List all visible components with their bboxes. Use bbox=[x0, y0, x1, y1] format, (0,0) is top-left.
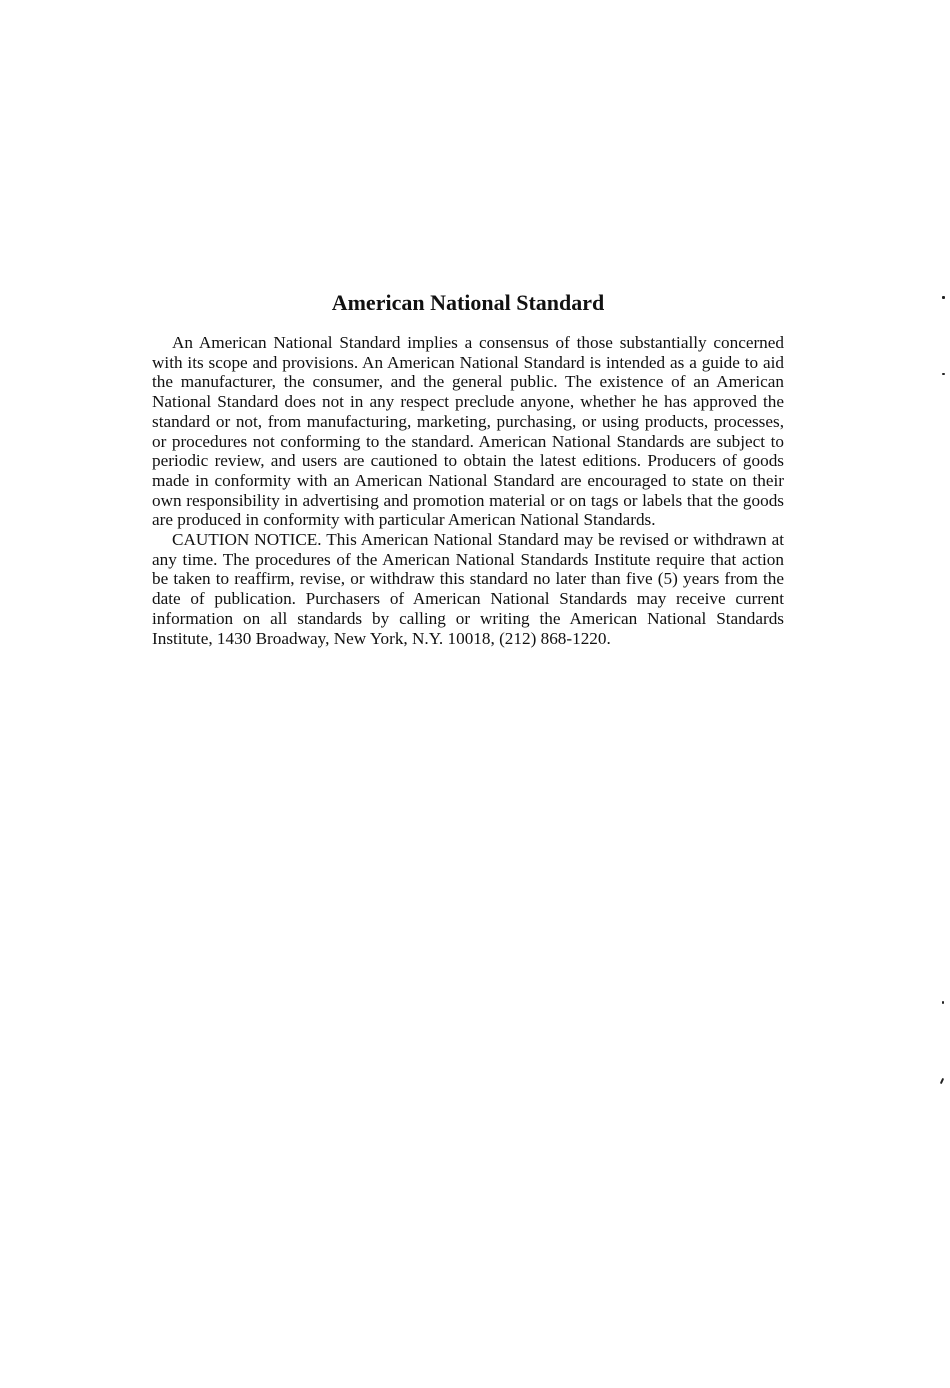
standard-description-paragraph: An American National Standard implies a consensus of those substantially concerned with its scope and provisions. An American National Standard is intended as a guide to aid the manufacturer, the consumer, and the general public. The existence of an American National Standard does not in any respect preclude anyone, whether he has approved the standard or not, from manufacturing, marketing, purchasing, or using products, processes, or procedures not conforming to the standard. American National Standards are subject to periodic review, and users are cautioned to obtain the latest editions. Producers of goods made in conformity with an American National Standard are encouraged to state on their own responsibility in advertising and promotion material or on tags or labels that the goods are produced in conformity with particular American National Standards. bbox=[152, 333, 784, 530]
scan-speck bbox=[942, 296, 945, 299]
page-title: American National Standard bbox=[331, 290, 605, 315]
scan-speck bbox=[940, 1078, 944, 1084]
caution-notice-paragraph: CAUTION NOTICE. This American National Standard may be revised or withdrawn at any time. The procedures of the American National Standards Institute require that action be taken to reaffirm, revise, or withdraw this standard no later than five (5) years from the date of publication. Purchasers of American National Standards may receive current information on all standards by calling or writing the American National Standards Institute, 1430 Broadway, New York, N.Y. 10018, (212) 868-1220. bbox=[152, 530, 784, 648]
scan-speck bbox=[942, 1001, 944, 1004]
body-text bbox=[152, 333, 784, 648]
scan-speck bbox=[942, 373, 945, 375]
